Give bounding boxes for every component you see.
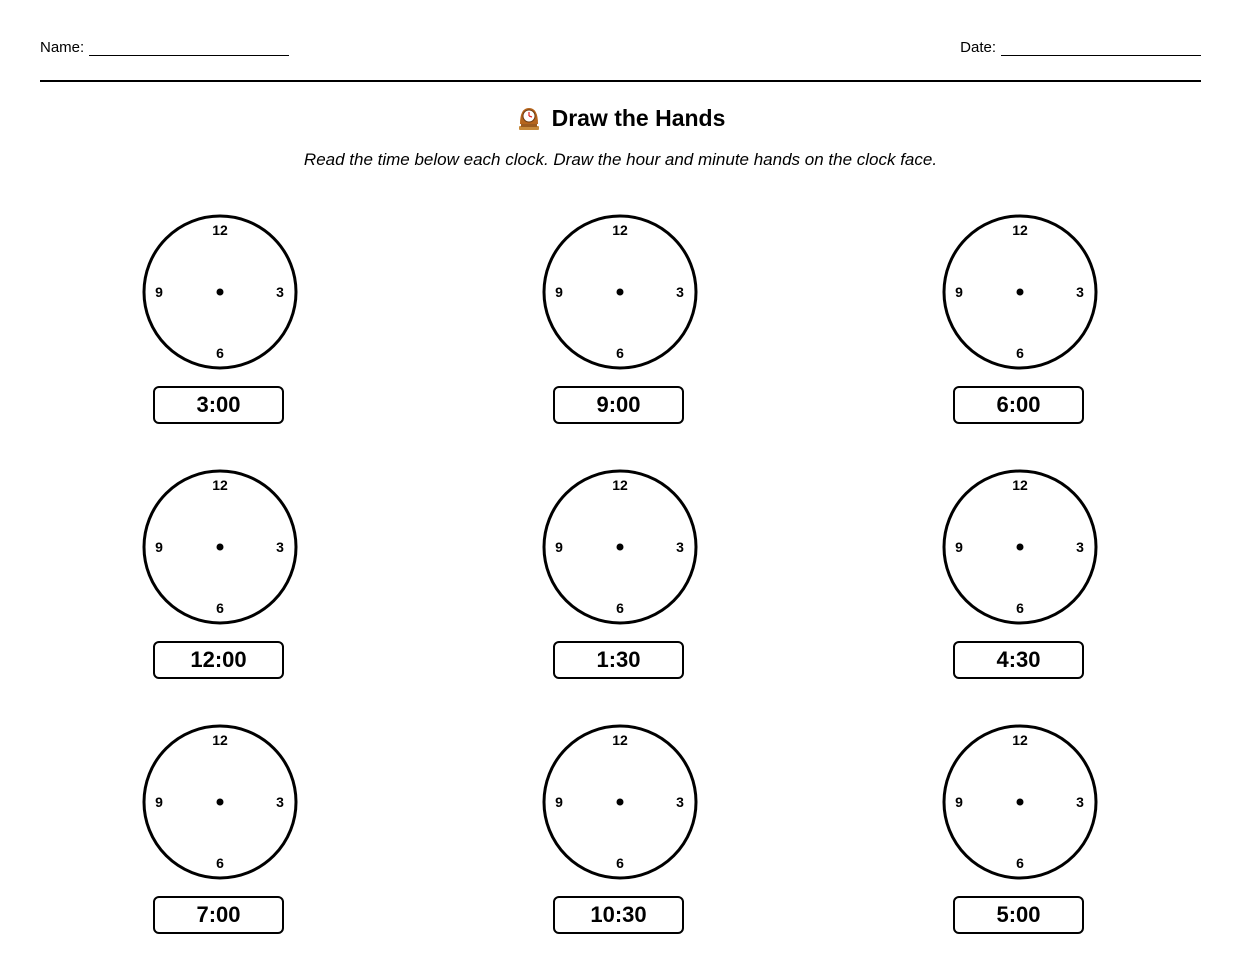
- clock-number-right: 3: [676, 794, 684, 810]
- clock-item: [908, 468, 1128, 698]
- clock-number-left: 9: [955, 539, 963, 555]
- clock-center-dot: [217, 799, 224, 806]
- clock-number-bottom: 6: [1016, 855, 1024, 871]
- clock-item: [108, 213, 328, 443]
- name-label: Name:: [40, 39, 85, 56]
- clock-center-dot: [617, 544, 624, 551]
- time-label: 12:00: [153, 641, 284, 679]
- clock-number-top: 12: [612, 732, 628, 748]
- clock-center-dot: [217, 544, 224, 551]
- clock-face[interactable]: [940, 468, 1100, 628]
- clock-number-bottom: 6: [1016, 600, 1024, 616]
- time-label: 7:00: [153, 896, 284, 934]
- clock-item: [508, 213, 728, 443]
- clock-number-right: 3: [676, 539, 684, 555]
- clock-face[interactable]: [540, 468, 700, 628]
- clock-item: [108, 723, 328, 953]
- clock-face[interactable]: [140, 723, 300, 883]
- clock-number-left: 9: [555, 794, 563, 810]
- clock-number-left: 9: [155, 284, 163, 300]
- clock-number-left: 9: [955, 284, 963, 300]
- clock-item: [108, 468, 328, 698]
- time-label: 10:30: [553, 896, 684, 934]
- instructions: Read the time below each clock. Draw the hour and minute hands on the clock face.: [303, 150, 938, 169]
- clock-face[interactable]: [540, 723, 700, 883]
- clock-number-top: 12: [212, 477, 228, 493]
- clock-number-right: 3: [1076, 794, 1084, 810]
- time-label: 4:30: [953, 641, 1084, 679]
- time-label: 3:00: [153, 386, 284, 424]
- clock-center-dot: [1017, 544, 1024, 551]
- clock-number-top: 12: [1012, 732, 1028, 748]
- clock-number-right: 3: [276, 794, 284, 810]
- clock-item: [908, 723, 1128, 953]
- clock-number-top: 12: [1012, 222, 1028, 238]
- clock-face[interactable]: [140, 213, 300, 373]
- clock-number-bottom: 6: [216, 600, 224, 616]
- clock-number-bottom: 6: [1016, 345, 1024, 361]
- clock-center-dot: [1017, 799, 1024, 806]
- clock-face[interactable]: [540, 213, 700, 373]
- clock-number-bottom: 6: [616, 855, 624, 871]
- clock-number-bottom: 6: [216, 855, 224, 871]
- date-label: Date:: [960, 39, 996, 56]
- clock-number-left: 9: [555, 284, 563, 300]
- clock-face[interactable]: [940, 723, 1100, 883]
- time-label: 1:30: [553, 641, 684, 679]
- clock-center-dot: [617, 799, 624, 806]
- clock-face[interactable]: [940, 213, 1100, 373]
- clock-number-left: 9: [155, 794, 163, 810]
- clock-number-bottom: 6: [616, 345, 624, 361]
- time-label: 5:00: [953, 896, 1084, 934]
- time-label: 9:00: [553, 386, 684, 424]
- clock-number-left: 9: [955, 794, 963, 810]
- clock-number-top: 12: [1012, 477, 1028, 493]
- clock-item: [508, 723, 728, 953]
- clock-item: [508, 468, 728, 698]
- clock-number-right: 3: [1076, 284, 1084, 300]
- clock-item: [908, 213, 1128, 443]
- clock-number-top: 12: [612, 477, 628, 493]
- clock-number-left: 9: [155, 539, 163, 555]
- clock-center-dot: [617, 289, 624, 296]
- time-label: 6:00: [953, 386, 1084, 424]
- clock-number-left: 9: [555, 539, 563, 555]
- title-text: Draw the Hands: [551, 104, 726, 131]
- clock-number-right: 3: [276, 284, 284, 300]
- clock-number-right: 3: [276, 539, 284, 555]
- clock-number-top: 12: [612, 222, 628, 238]
- clock-number-right: 3: [1076, 539, 1084, 555]
- clock-face[interactable]: [140, 468, 300, 628]
- clock-number-top: 12: [212, 222, 228, 238]
- clock-center-dot: [217, 289, 224, 296]
- clock-number-right: 3: [676, 284, 684, 300]
- clock-number-top: 12: [212, 732, 228, 748]
- clock-number-bottom: 6: [216, 345, 224, 361]
- clock-center-dot: [1017, 289, 1024, 296]
- clock-number-bottom: 6: [616, 600, 624, 616]
